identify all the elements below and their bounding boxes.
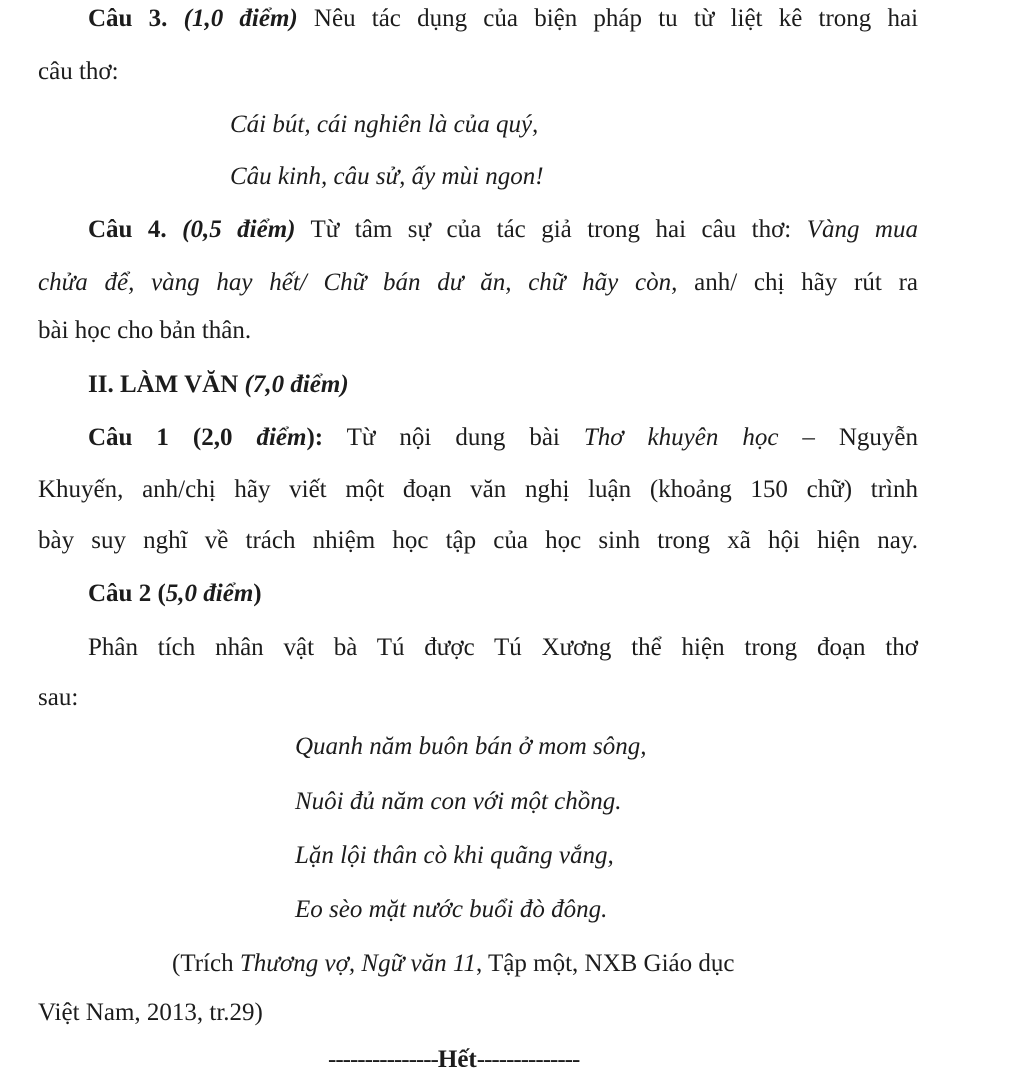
end-marker	[328, 1045, 579, 1075]
end-dash-left: ---------------	[328, 1046, 438, 1073]
c2-verse-3: Lặn lội thân cò khi quãng vắng,	[295, 842, 614, 869]
q3-points: (1,0 điểm)	[183, 5, 298, 32]
c2-verse-1: Quanh năm buôn bán ở mom sông,	[295, 733, 647, 760]
c2-source-open: (Trích	[172, 950, 240, 977]
c2-points: 5,0 điểm	[165, 580, 254, 607]
q4-line-1	[38, 215, 918, 245]
q4-quote-b: chửa để, vàng hay hết/ Chữ bán dư ăn, chữ hãy còn,	[38, 269, 678, 296]
c1-points-open: (2,0	[192, 424, 257, 451]
q3-line-1	[38, 4, 918, 34]
section-points: (7,0 điểm)	[244, 371, 349, 398]
c2-line-2: sau:	[38, 684, 79, 711]
q3-label: Câu 3.	[88, 5, 168, 32]
c2-points-close: )	[253, 580, 262, 607]
q3-verse-1: Cái bút, cái nghiên là của quý,	[230, 111, 539, 138]
q3-text-a: Nêu tác dụng của biện pháp tu từ liệt kê trong hai	[297, 5, 919, 32]
q4-text-a: Từ tâm sự của tác giả trong hai câu thơ:	[295, 216, 807, 243]
c2-heading	[88, 579, 262, 609]
section-title: II. LÀM VĂN	[88, 371, 239, 398]
c2-points-open: (	[157, 580, 166, 607]
end-dash-right: --------------	[476, 1046, 580, 1073]
c1-work-title: Thơ khuyên học	[583, 424, 779, 451]
c2-verse-2: Nuôi đủ năm con với một chồng.	[295, 788, 622, 815]
c1-label: Câu 1	[88, 424, 169, 451]
end-word: Hết	[437, 1046, 477, 1073]
c1-line-2: Khuyến, anh/chị hãy viết một đoạn văn nghị luận (khoảng 150 chữ) trình	[38, 476, 918, 503]
c2-source-line-1	[172, 949, 735, 979]
c2-line-1: Phân tích nhân vật bà Tú được Tú Xương thể hiện trong đoạn thơ	[88, 634, 918, 661]
c1-points-close: ):	[306, 424, 324, 451]
q4-points: (0,5 điểm)	[182, 216, 296, 243]
c2-source-work: Thương vợ, Ngữ văn 11	[239, 950, 476, 977]
q4-quote-a: Vàng mua	[806, 216, 918, 243]
c2-label: Câu 2	[88, 580, 152, 607]
c2-verse-4: Eo sèo mặt nước buổi đò đông.	[295, 896, 608, 923]
c1-points-word: điểm	[256, 424, 307, 451]
c1-text-a: Từ nội dung bài	[323, 424, 584, 451]
c1-line-3: bày suy nghĩ về trách nhiệm học tập của học sinh trong xã hội hiện nay.	[38, 527, 918, 554]
q4-text-b: anh/ chị hãy rút ra	[677, 269, 918, 296]
q4-line-2	[38, 268, 918, 298]
c1-text-b: – Nguyễn	[778, 424, 919, 451]
c2-source-line-2: Việt Nam, 2013, tr.29)	[38, 999, 263, 1026]
section-heading	[88, 370, 349, 400]
c1-line-1	[38, 423, 918, 453]
q3-line-2: câu thơ:	[38, 58, 119, 85]
q4-label: Câu 4.	[88, 216, 167, 243]
c2-source-rest: , Tập một, NXB Giáo dục	[475, 950, 735, 977]
q4-line-3: bài học cho bản thân.	[38, 317, 252, 344]
q3-verse-2: Câu kinh, câu sử, ấy mùi ngon!	[230, 163, 544, 190]
